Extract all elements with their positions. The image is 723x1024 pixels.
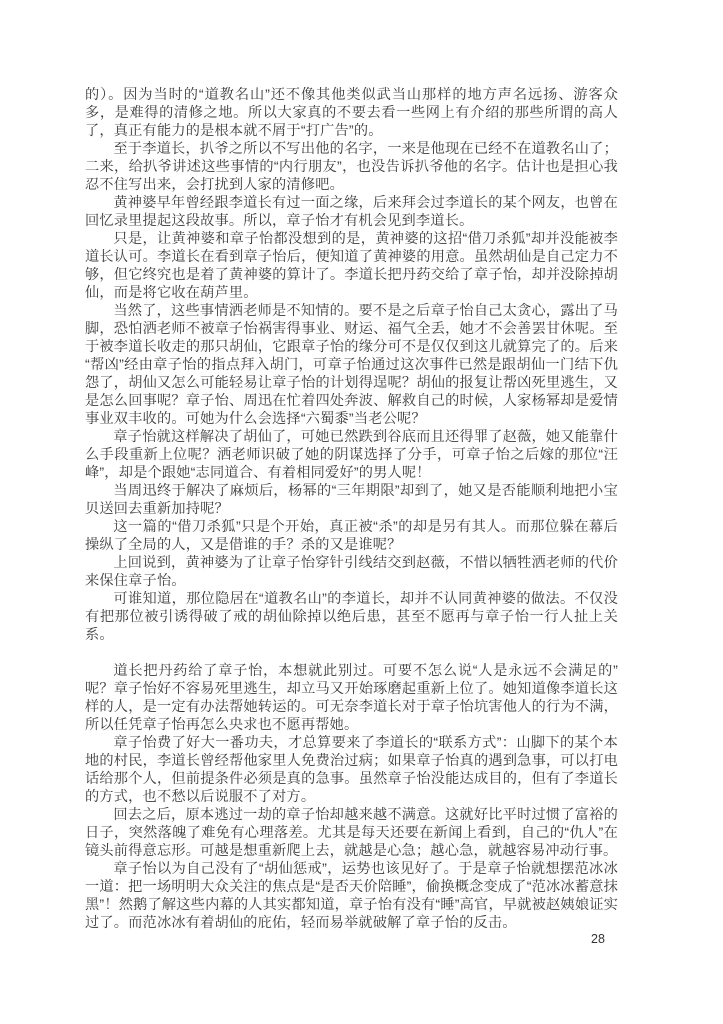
paragraph: 可谁知道，那位隐居在“道教名山”的李道长，却并不认同黄神婆的做法。不仅没有把那位被引诱得破了戒的胡仙除掉以绝后患，甚至不愿再与章子怡一行人扯上关系。 bbox=[85, 591, 618, 643]
paragraph: 章子怡就这样解决了胡仙了，可她已然跌到谷底而且还得罪了赵薇，她又能靠什么手段重新上位呢？洒老师识破了她的阴谋选择了分手，可章子怡之后嫁的那位“汪峰”，却是个跟她“志同道合、有着相同爱好”的男人呢！ bbox=[85, 429, 618, 481]
paragraph: 黄神婆早年曾经跟李道长有过一面之缘，后来拜会过李道长的某个网友，也曾在回忆录里提起这段故事。所以，章子怡才有机会见到李道长。 bbox=[85, 195, 618, 229]
paragraph: 只是，让黄神婆和章子怡都没想到的是，黄神婆的这招“借刀杀狐”却并没能被李道长认可。李道长在看到章子怡后，便知道了黄神婆的用意。虽然胡仙是自己定力不够，但它终究也是着了黄神婆的算计了。李道长把丹药交给了章子怡，却并没除掉胡仙，而是将它收在葫芦里。 bbox=[85, 231, 618, 301]
paragraph: 当周迅终于解决了麻烦后，杨幂的“三年期限”却到了，她又是否能顺利地把小宝贝送回去重新加持呢？ bbox=[85, 483, 618, 517]
paragraph: 章子怡以为自己没有了“胡仙惩戒”，运势也该见好了。于是章子怡就想摆范冰冰一道：把一场明明大众关注的焦点是“是否天价陪睡”，偷换概念变成了“范冰冰蓄意抹黑”！然鹅了解这些内幕的人其实都知道，章子怡有没有“睡”高官，早就被赵姨娘证实过了。而范冰冰有着胡仙的庇佑，轻而易举就破解了章子怡的反击。 bbox=[85, 861, 618, 931]
paragraph: 道长把丹药给了章子怡，本想就此别过。可要不怎么说“人是永远不会满足的”呢？章子怡好不容易死里逃生，却立马又开始琢磨起重新上位了。她知道像李道长这样的人，是一定有办法帮她转运的。可无奈李道长对于章子怡坑害他人的行为不满，所以任凭章子怡再怎么央求也不愿再帮她。 bbox=[85, 663, 618, 733]
paragraph: 当然了，这些事情洒老师是不知情的。要不是之后章子怡自己太贪心，露出了马脚，恐怕洒老师不被章子怡祸害得事业、财运、福气全丢，她才不会善罢甘休呢。至于被李道长收走的那只胡仙，它跟章子怡的缘分可不是仅仅到这儿就算完了的。后来“帮凶”经由章子怡的指点拜入胡门，可章子怡通过这次事件已然是跟胡仙一门结下仇怨了，胡仙又怎么可能轻易让章子怡的计划得逞呢？胡仙的报复让帮凶死里逃生，又是怎么回事呢？章子怡、周迅在忙着四处奔波、解救自己的时候，人家杨幂却是爱情事业双丰收的。可她为什么会选择“六蜀黍”当老公呢？ bbox=[85, 303, 618, 427]
paragraph: 上回说到，黄神婆为了让章子怡穿针引线结交到赵薇，不惜以牺牲洒老师的代价来保住章子怡。 bbox=[85, 555, 618, 589]
page-number: 28 bbox=[591, 932, 605, 946]
page-text-block bbox=[85, 86, 618, 932]
paragraph: 的）。因为当时的“道教名山”还不像其他类似武当山那样的地方声名远扬、游客众多，是难得的清修之地。所以大家真的不要去看一些网上有介绍的那些所谓的高人了，真正有能力的是根本就不屑于“打广告”的。 bbox=[85, 87, 618, 139]
paragraph: 至于李道长，扒爷之所以不写出他的名字，一来是他现在已经不在道教名山了；二来，给扒爷讲述这些事情的“内行朋友”，也没告诉扒爷他的名字。估计也是担心我忍不住写出来，会打扰到人家的清修吧。 bbox=[85, 141, 618, 193]
paragraph: 回去之后，原本逃过一劫的章子怡却越来越不满意。这就好比平时过惯了富裕的日子，突然落魄了难免有心理落差。尤其是每天还要在新闻上看到，自己的“仇人”在镜头前得意忘形。可越是想重新爬上去，就越是心急；越心急，就越容易冲动行事。 bbox=[85, 807, 618, 859]
paragraph: 这一篇的“借刀杀狐”只是个开始，真正被“杀”的却是另有其人。而那位躲在幕后操纵了全局的人，又是借谁的手？杀的又是谁呢？ bbox=[85, 519, 618, 553]
paragraph: 章子怡费了好大一番功夫，才总算要来了李道长的“联系方式”：山脚下的某个本地的村民，李道长曾经帮他家里人免费治过病；如果章子怡真的遇到急事，可以打电话给那个人，但前提条件必须是真的急事。虽然章子怡没能达成目的，但有了李道长的方式，也不愁以后说服不了对方。 bbox=[85, 735, 618, 805]
